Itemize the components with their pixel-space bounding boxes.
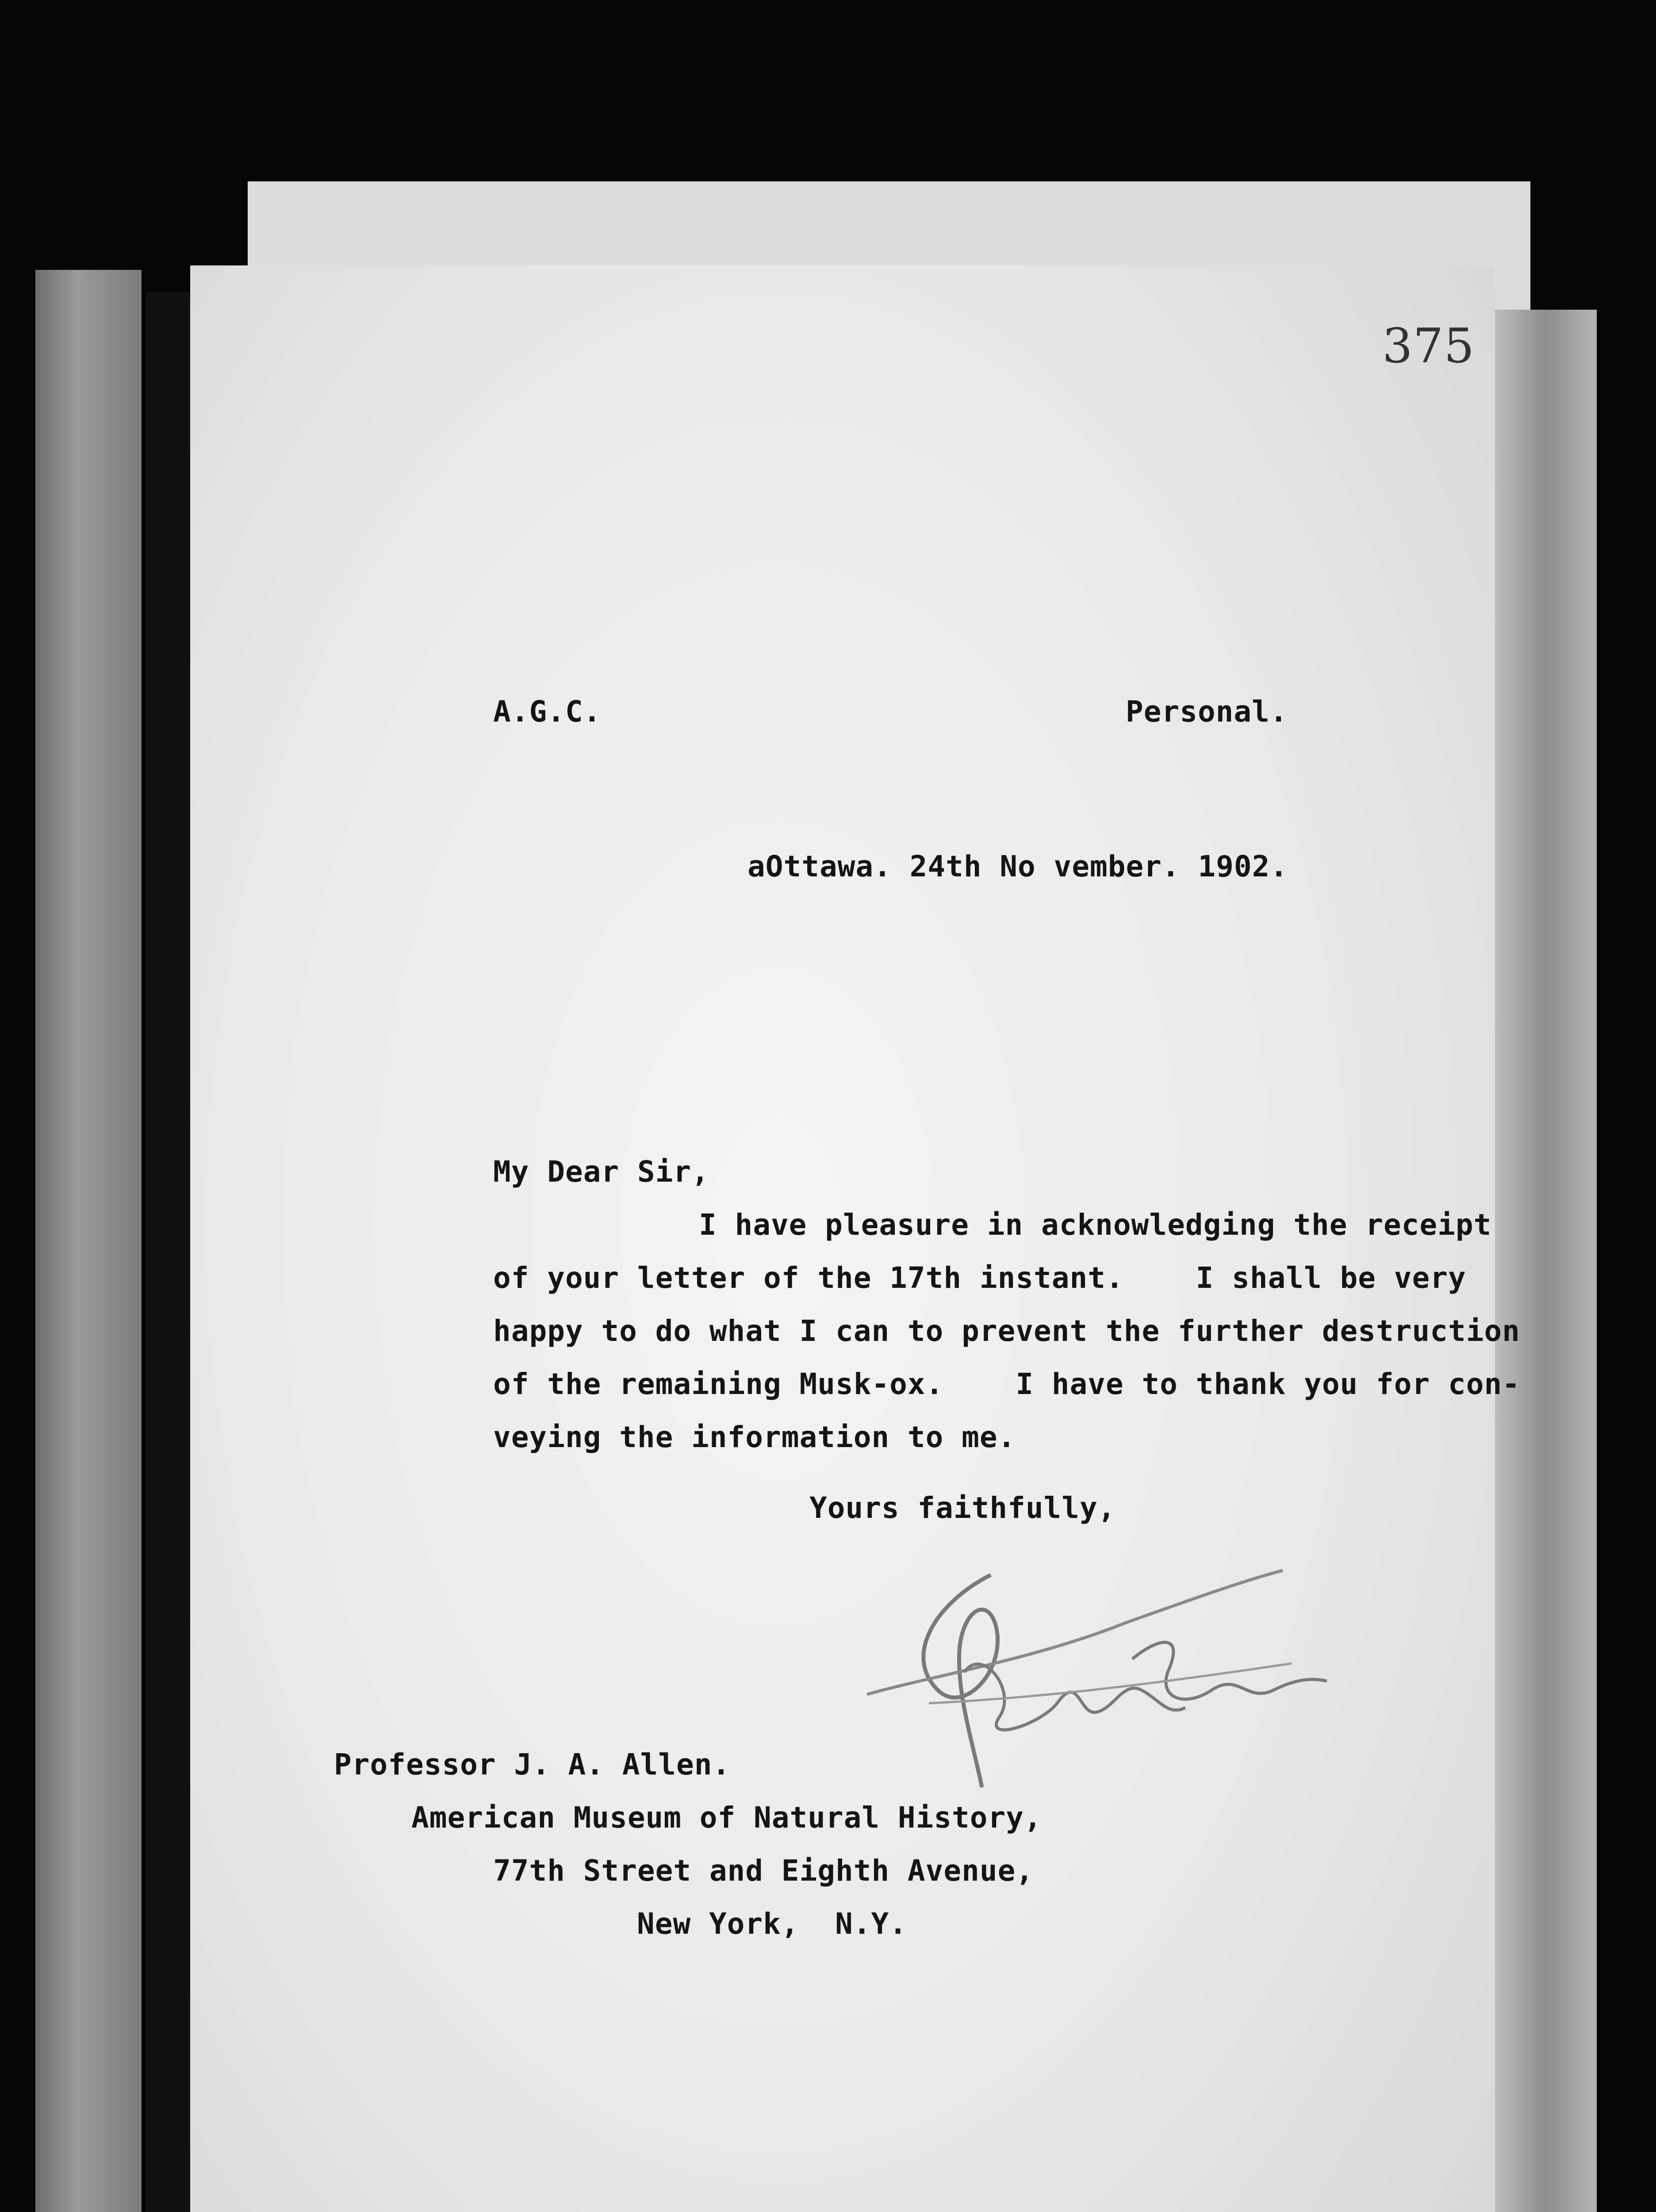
recipient-institution: American Museum of Natural History, xyxy=(411,1801,1042,1835)
date-line: aOttawa. 24th No vember. 1902. xyxy=(748,849,1288,883)
body-line: of your letter of the 17th instant. I shall be very xyxy=(493,1261,1466,1295)
salutation: My Dear Sir, xyxy=(493,1155,709,1189)
header-initials: A.G.C. xyxy=(493,695,602,729)
body-line: happy to do what I can to prevent the further destruction xyxy=(493,1314,1520,1348)
page-number: 375 xyxy=(1382,319,1475,374)
right-page-fold xyxy=(1495,310,1597,2212)
recipient-name: Professor J. A. Allen. xyxy=(334,1747,731,1782)
recipient-city: New York, N.Y. xyxy=(637,1907,908,1941)
left-paper-tab xyxy=(35,270,142,2212)
body-line: veying the information to me. xyxy=(493,1420,1016,1454)
closing: Yours faithfully, xyxy=(809,1491,1116,1525)
header-classification: Personal. xyxy=(1126,695,1288,729)
handwritten-signature xyxy=(849,1557,1345,1805)
recipient-street: 77th Street and Eighth Avenue, xyxy=(493,1854,1034,1888)
body-line: of the remaining Musk-ox. I have to thank you for con- xyxy=(493,1367,1520,1401)
body-line: I have pleasure in acknowledging the receipt xyxy=(699,1208,1492,1242)
